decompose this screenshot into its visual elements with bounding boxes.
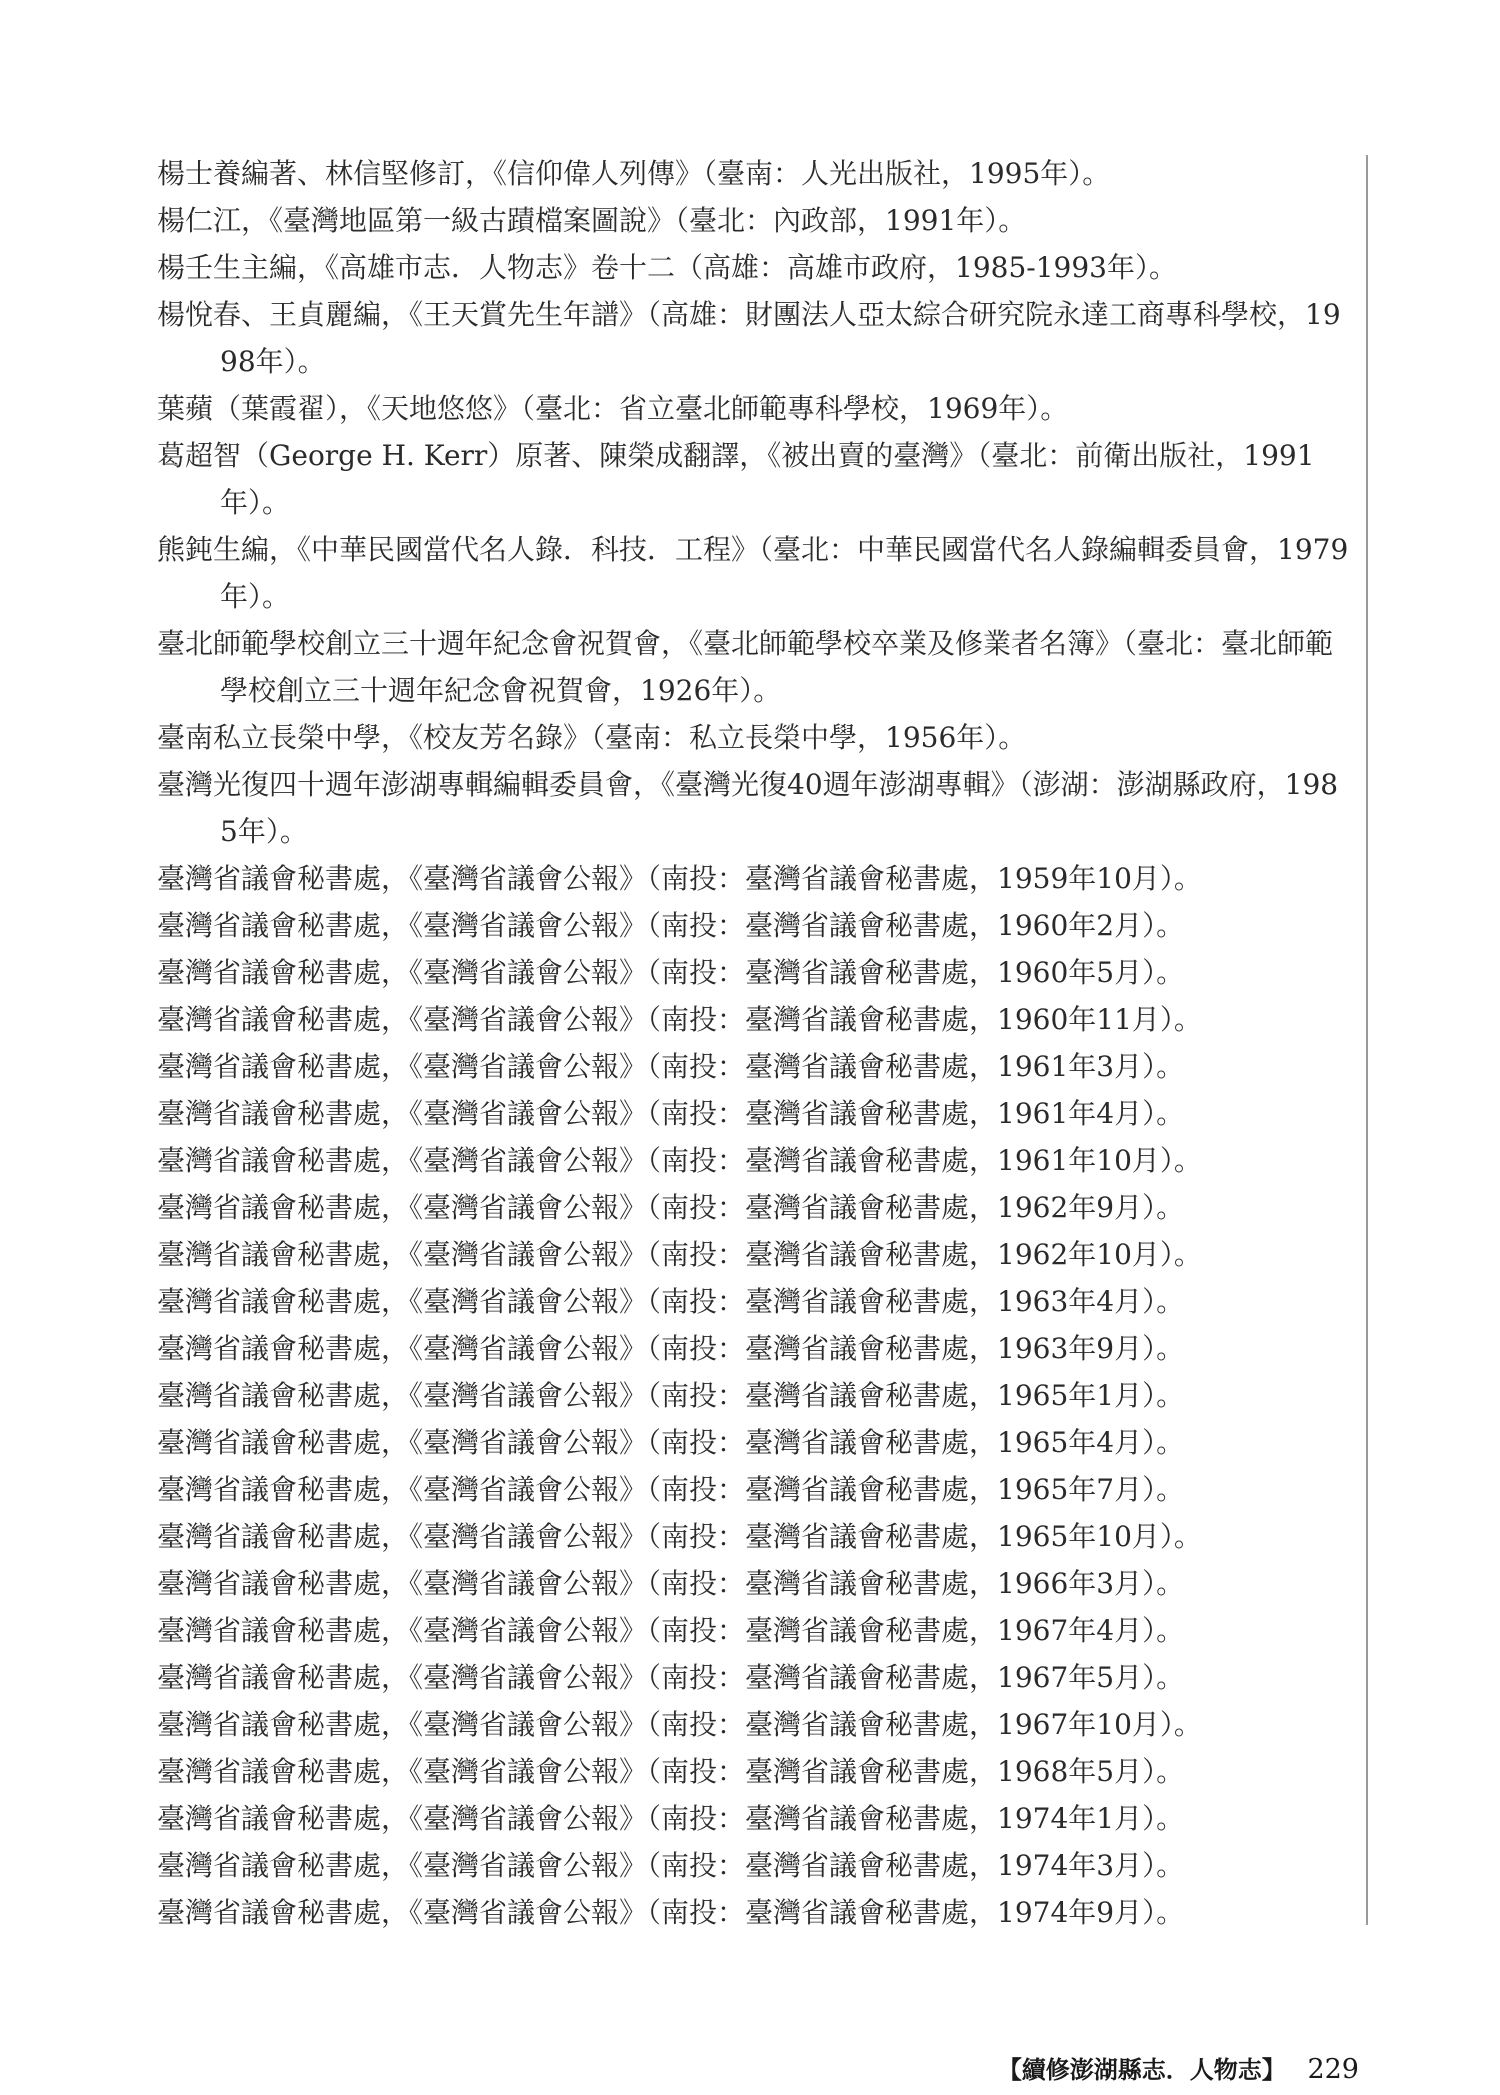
bibliography-entry: 臺灣省議會秘書處，《臺灣省議會公報》（南投：臺灣省議會秘書處，1960年5月）。 [157,956,1185,989]
bibliography-entry: 臺灣省議會秘書處，《臺灣省議會公報》（南投：臺灣省議會秘書處，1965年4月）。 [157,1426,1185,1459]
bibliography-entry: 臺灣省議會秘書處，《臺灣省議會公報》（南投：臺灣省議會秘書處，1962年10月）。 [157,1238,1202,1271]
bibliography-entry: 臺灣省議會秘書處，《臺灣省議會公報》（南投：臺灣省議會秘書處，1963年9月）。 [157,1332,1185,1365]
bibliography-entry: 楊悅春、王貞麗編，《王天賞先生年譜》（高雄：財團法人亞太綜合研究院永達工商專科學校，1998年）。 [157,298,1341,378]
bibliography-list [157,150,1349,1936]
bibliography-entry: 熊鈍生編，《中華民國當代名人錄．科技．工程》（臺北：中華民國當代名人錄編輯委員會，1979年）。 [157,533,1349,613]
bibliography-entry: 臺灣省議會秘書處，《臺灣省議會公報》（南投：臺灣省議會秘書處，1974年9月）。 [157,1896,1185,1929]
bibliography-entry: 臺灣省議會秘書處，《臺灣省議會公報》（南投：臺灣省議會秘書處，1963年4月）。 [157,1285,1185,1318]
page-footer [998,2050,1359,2085]
bibliography-entry: 臺灣省議會秘書處，《臺灣省議會公報》（南投：臺灣省議會秘書處，1967年10月）。 [157,1708,1202,1741]
bibliography-entry: 臺灣省議會秘書處，《臺灣省議會公報》（南投：臺灣省議會秘書處，1961年3月）。 [157,1050,1185,1083]
bibliography-entry: 楊士養編著、林信堅修訂，《信仰偉人列傳》（臺南：人光出版社，1995年）。 [157,157,1111,190]
bibliography-entry: 臺灣省議會秘書處，《臺灣省議會公報》（南投：臺灣省議會秘書處，1965年10月）。 [157,1520,1202,1553]
bibliography-entry: 臺灣省議會秘書處，《臺灣省議會公報》（南投：臺灣省議會秘書處，1974年1月）。 [157,1802,1185,1835]
bibliography-entry: 臺灣省議會秘書處，《臺灣省議會公報》（南投：臺灣省議會秘書處，1967年5月）。 [157,1661,1185,1694]
bibliography-entry: 臺北師範學校創立三十週年紀念會祝賀會，《臺北師範學校卒業及修業者名簿》（臺北：臺北師範學校創立三十週年紀念會祝賀會，1926年）。 [157,627,1334,707]
bibliography-entry: 臺灣省議會秘書處，《臺灣省議會公報》（南投：臺灣省議會秘書處，1974年3月）。 [157,1849,1185,1882]
book-title: 【續修澎湖縣志．人物志】 [997,2055,1286,2084]
margin-rule [1366,155,1368,1925]
bibliography-entry: 臺灣省議會秘書處，《臺灣省議會公報》（南投：臺灣省議會秘書處，1962年9月）。 [157,1191,1185,1224]
bibliography-entry: 葛超智（George H. Kerr）原著、陳榮成翻譯，《被出賣的臺灣》（臺北：前衛出版社，1991年）。 [157,439,1315,519]
bibliography-entry: 臺灣省議會秘書處，《臺灣省議會公報》（南投：臺灣省議會秘書處，1967年4月）。 [157,1614,1185,1647]
bibliography-entry: 臺灣光復四十週年澎湖專輯編輯委員會，《臺灣光復40週年澎湖專輯》（澎湖：澎湖縣政府，1985年）。 [157,768,1339,848]
bibliography-entry: 臺南私立長榮中學，《校友芳名錄》（臺南：私立長榮中學，1956年）。 [157,721,1027,754]
bibliography-entry: 楊壬生主編，《高雄市志．人物志》卷十二（高雄：高雄市政府，1985-1993年）。 [157,251,1177,284]
bibliography-entry: 臺灣省議會秘書處，《臺灣省議會公報》（南投：臺灣省議會秘書處，1966年3月）。 [157,1567,1185,1600]
bibliography-entry: 臺灣省議會秘書處，《臺灣省議會公報》（南投：臺灣省議會秘書處，1961年10月）。 [157,1144,1202,1177]
bibliography-entry: 臺灣省議會秘書處，《臺灣省議會公報》（南投：臺灣省議會秘書處，1961年4月）。 [157,1097,1185,1130]
bibliography-entry: 楊仁江，《臺灣地區第一級古蹟檔案圖說》（臺北：內政部，1991年）。 [157,204,1027,237]
bibliography-entry: 臺灣省議會秘書處，《臺灣省議會公報》（南投：臺灣省議會秘書處，1965年1月）。 [157,1379,1185,1412]
bibliography-entry: 臺灣省議會秘書處，《臺灣省議會公報》（南投：臺灣省議會秘書處，1968年5月）。 [157,1755,1185,1788]
page-number: 229 [1307,2054,1359,2085]
bibliography-entry: 葉蘋（葉霞翟），《天地悠悠》（臺北：省立臺北師範專科學校，1969年）。 [157,392,1069,425]
bibliography-entry: 臺灣省議會秘書處，《臺灣省議會公報》（南投：臺灣省議會秘書處，1960年2月）。 [157,909,1185,942]
bibliography-entry: 臺灣省議會秘書處，《臺灣省議會公報》（南投：臺灣省議會秘書處，1960年11月）。 [157,1003,1202,1036]
bibliography-entry: 臺灣省議會秘書處，《臺灣省議會公報》（南投：臺灣省議會秘書處，1959年10月）。 [157,862,1202,895]
bibliography-entry: 臺灣省議會秘書處，《臺灣省議會公報》（南投：臺灣省議會秘書處，1965年7月）。 [157,1473,1185,1506]
